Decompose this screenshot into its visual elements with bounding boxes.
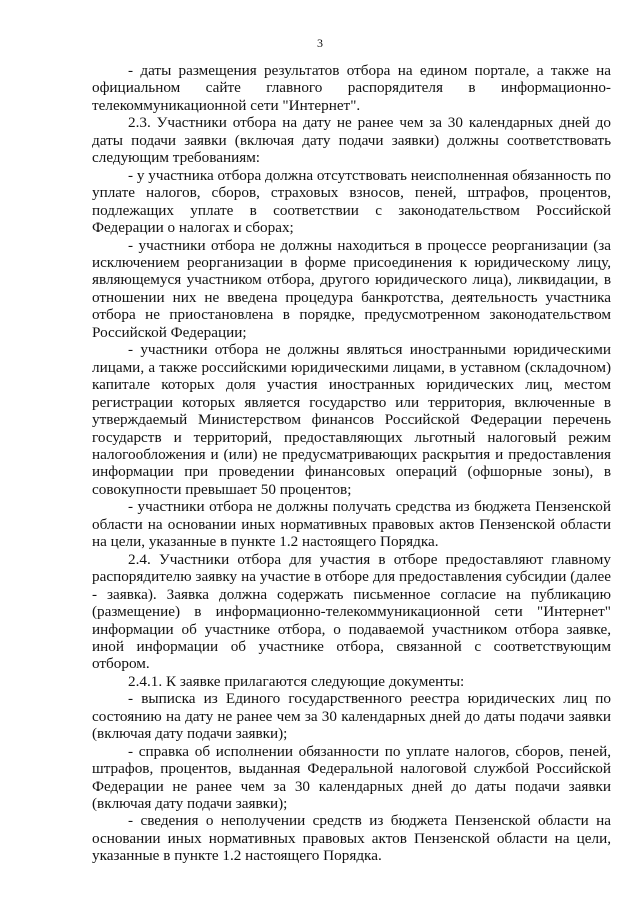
paragraph-reorganization: - участники отбора не должны находиться в процессе реорганизации (за исключением реорганизации в форме присоединения к юридическому лицу, являющемуся участником отбора, другого юридического лица), ликвидации, в отношении них не введена процедура банкротства, деятельность участника отбора не приостановлена в порядке, предусмотренном законодательством Российской Федерации;	[92, 236, 611, 341]
paragraph-tax-obligations: - у участника отбора должна отсутствовать неисполненная обязанность по уплате налогов, сборов, страховых взносов, пеней, штрафов, процентов, подлежащих уплате в соответствии с законодательством Российской Федерации о налогах и сборах;	[92, 166, 611, 237]
paragraph-budget-funds: - участники отбора не должны получать средства из бюджета Пензенской области на основании иных нормативных правовых актов Пензенской области на цели, указанные в пункте 1.2 настоящего Порядка.	[92, 498, 611, 551]
document-body	[92, 62, 611, 865]
paragraph-non-receipt-info: - сведения о неполучении средств из бюджета Пензенской области на основании иных нормативных правовых актов Пензенской области на цели, указанные в пункте 1.2 настоящего Порядка.	[92, 812, 611, 865]
paragraph-tax-certificate: - справка об исполнении обязанности по уплате налогов, сборов, пеней, штрафов, процентов, выданная Федеральной налоговой службой Российской Федерации не ранее чем за 30 календарных дней до даты подачи заявки (включая дату подачи заявки);	[92, 742, 611, 813]
page-number: 3	[317, 36, 323, 50]
paragraph-foreign-entities: - участники отбора не должны являться иностранными юридическими лицами, а также российскими юридическими лицами, в уставном (складочном) капитале которых доля участия иностранных юридических лиц, местом регистрации которых является государство или территория, включенные в утверждаемый Министерством финансов Российской Федерации перечень государств и территорий, предоставляющих льготный налоговый режим налогообложения и (или) не предусматривающих раскрытия и предоставления информации при проведении финансовых операций (офшорные зоны), в совокупности превышает 50 процентов;	[92, 341, 611, 498]
paragraph-2-4-application: 2.4. Участники отбора для участия в отборе предоставляют главному распорядителю заявку на участие в отборе для предоставления субсидии (далее - заявка). Заявка должна содержать письменное согласие на публикацию (размещение) в информационно-телекоммуникационной сети "Интернет" информации об участнике отбора, о подаваемой участником отбора заявке, иной информации об участнике отбора, связанной с соответствующим отбором.	[92, 550, 611, 673]
paragraph-registry-extract: - выписка из Единого государственного реестра юридических лиц по состоянию на дату не ранее чем за 30 календарных дней до даты подачи заявки (включая дату подачи заявки);	[92, 690, 611, 743]
paragraph-2-3-requirements: 2.3. Участники отбора на дату не ранее чем за 30 календарных дней до даты подачи заявки (включая дату подачи заявки) должны соответствовать следующим требованиям:	[92, 114, 611, 167]
paragraph-2-4-1-documents: 2.4.1. К заявке прилагаются следующие документы:	[128, 672, 465, 690]
paragraph-publication-dates: - даты размещения результатов отбора на едином портале, а также на официальном сайте главного распорядителя в информационно-телекоммуникационной сети "Интернет".	[92, 62, 611, 114]
